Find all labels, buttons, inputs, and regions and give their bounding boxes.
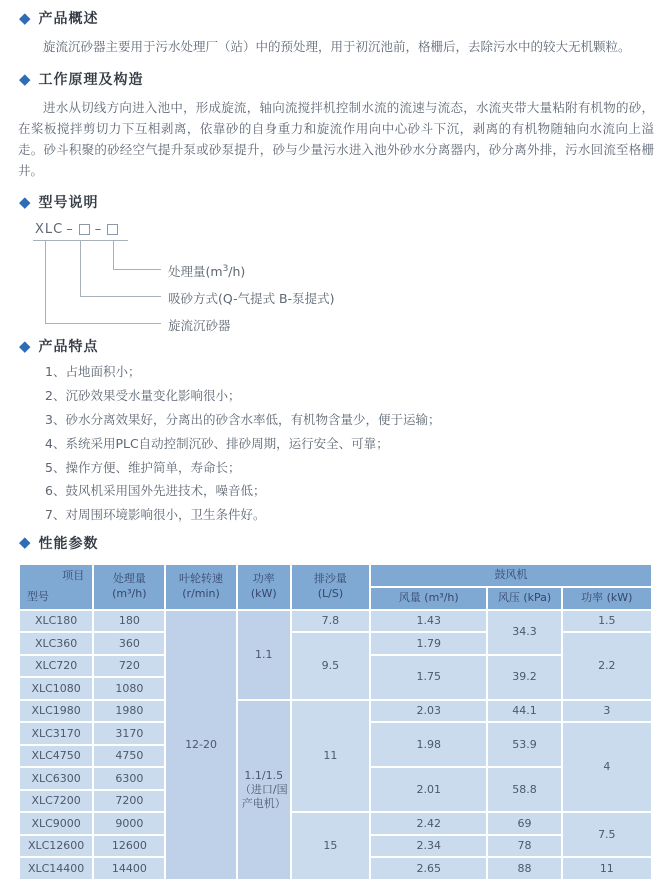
model-formula xyxy=(33,222,128,241)
sand-cell: 9.5 xyxy=(292,633,369,699)
capacity-cell: 7200 xyxy=(94,791,164,812)
model-placeholder-box xyxy=(79,224,90,235)
blower-power-cell: 3 xyxy=(563,701,651,722)
header-item-label: 项目 xyxy=(62,568,85,582)
connector-line-device xyxy=(45,240,161,324)
capacity-cell: 12600 xyxy=(94,836,164,857)
header-model-label: 型号 xyxy=(27,589,49,603)
section-heading-overview xyxy=(18,8,654,28)
model-cell: XLC1080 xyxy=(20,678,92,699)
principle-heading-text: 工作原理及构造 xyxy=(38,72,144,88)
feature-list xyxy=(18,365,654,523)
overview-heading-text: 产品概述 xyxy=(38,11,99,27)
header-blower-group: 鼓风机 xyxy=(371,565,651,586)
model-number-diagram xyxy=(18,222,654,334)
feature-item: 3、砂水分离效果好，分离出的砂含水率低，有机物含量少，便于运输； xyxy=(45,411,441,427)
header-sand-discharge: 排沙量 (L/S) xyxy=(292,565,369,609)
feature-item: 4、系统采用PLC自动控制沉砂、排砂周期，运行安全、可靠； xyxy=(45,435,389,451)
diamond-bullet-icon: ◆ xyxy=(19,336,32,355)
performance-heading-text: 性能参数 xyxy=(38,535,99,552)
feature-item: 2、沉砂效果受水量变化影响很小； xyxy=(45,387,241,403)
model-cell: XLC180 xyxy=(20,611,92,632)
power-cell: 1.1/1.5 （进口/国产电机） xyxy=(238,701,290,879)
impeller-speed-cell: 12-20 xyxy=(166,611,235,879)
model-cell: XLC9000 xyxy=(20,813,92,834)
capacity-cell: 3170 xyxy=(94,723,164,744)
feature-item: 5、操作方便、维护简单，寿命长； xyxy=(45,459,241,475)
capacity-cell: 14400 xyxy=(94,858,164,879)
blower-power-cell: 1.5 xyxy=(563,611,651,632)
pressure-cell: 44.1 xyxy=(488,701,560,722)
model-cell: XLC720 xyxy=(20,656,92,677)
principle-paragraph: 进水从切线方向进入池中，形成旋流，轴向流搅拌机控制水流的流速与流态，水流夹带大量粘附有机物的砂，在桨板搅拌剪切力下互相剥离，依靠砂的自身重力和旋流作用向中心砂斗下沉，剥离的有机物随轴向水流向上溢走。砂斗积聚的砂经空气提升泵或砂泵提升，砂与少量污水进入池外砂水分离器内，砂分离外排，污水回流至格栅井。 xyxy=(18,100,654,178)
volume-cell: 1.98 xyxy=(371,723,486,766)
header-corner-cell xyxy=(20,565,92,609)
capacity-cell: 1080 xyxy=(94,678,164,699)
volume-cell: 2.65 xyxy=(371,858,486,879)
sand-cell: 11 xyxy=(292,701,369,812)
pressure-cell: 53.9 xyxy=(488,723,560,766)
section-heading-features xyxy=(18,336,654,356)
volume-cell: 2.01 xyxy=(371,768,486,811)
feature-item: 7、对周围环境影响很小，卫生条件好。 xyxy=(45,507,266,523)
model-cell: XLC360 xyxy=(20,633,92,654)
model-heading-text: 型号说明 xyxy=(38,195,99,211)
capacity-cell: 720 xyxy=(94,656,164,677)
capacity-cell: 6300 xyxy=(94,768,164,789)
capacity-cell: 360 xyxy=(94,633,164,654)
model-cell: XLC14400 xyxy=(20,858,92,879)
volume-cell: 2.34 xyxy=(371,836,486,857)
overview-paragraph: 旋流沉砂器主要用于污水处理厂（站）中的预处理，用于初沉池前，格栅后，去除污水中的较大无机颗粒。 xyxy=(43,39,631,54)
blower-power-cell: 11 xyxy=(563,858,651,879)
features-heading-text: 产品特点 xyxy=(38,339,99,355)
blower-power-cell: 7.5 xyxy=(563,813,651,856)
performance-table xyxy=(18,563,653,881)
feature-item: 1、占地面积小； xyxy=(45,364,141,379)
pressure-cell: 58.8 xyxy=(488,768,560,811)
model-cell: XLC4750 xyxy=(20,746,92,767)
section-heading-principle xyxy=(18,69,654,89)
blower-power-cell: 2.2 xyxy=(563,633,651,699)
pressure-cell: 39.2 xyxy=(488,656,560,699)
header-blower-volume: 风量 (m³/h) xyxy=(371,588,486,609)
section-heading-model xyxy=(18,192,654,212)
diagram-label-capacity: 处理量$(m^3/h)$ xyxy=(168,263,246,279)
diamond-bullet-icon: ◆ xyxy=(19,192,32,211)
table-row xyxy=(20,701,651,722)
header-impeller-speed: 叶轮转速 (r/min) xyxy=(166,565,235,609)
pressure-cell: 78 xyxy=(488,836,560,857)
model-cell: XLC6300 xyxy=(20,768,92,789)
feature-item: 6、鼓风机采用国外先进技术，噪音低； xyxy=(45,483,266,499)
header-blower-pressure: 风压 (kPa) xyxy=(488,588,560,609)
model-placeholder-box xyxy=(107,224,118,235)
power-cell: 1.1 xyxy=(238,611,290,699)
superscript-3: 3 xyxy=(222,263,229,274)
pressure-cell: 88 xyxy=(488,858,560,879)
header-capacity: 处理量 (m³/h) xyxy=(94,565,164,609)
table-row xyxy=(20,611,651,632)
pressure-cell: 34.3 xyxy=(488,611,560,654)
capacity-cell: 9000 xyxy=(94,813,164,834)
diamond-bullet-icon: ◆ xyxy=(19,533,32,552)
header-power: 功率 (kW) xyxy=(238,565,290,609)
section-heading-performance xyxy=(18,533,654,553)
blower-power-cell: 4 xyxy=(563,723,651,811)
model-cell: XLC1980 xyxy=(20,701,92,722)
sand-cell: 7.8 xyxy=(292,611,369,632)
capacity-cell: 180 xyxy=(94,611,164,632)
volume-cell: 2.03 xyxy=(371,701,486,722)
model-dash: – xyxy=(94,222,103,237)
diamond-bullet-icon: ◆ xyxy=(19,69,32,88)
model-cell: XLC12600 xyxy=(20,836,92,857)
volume-cell: 2.42 xyxy=(371,813,486,834)
sand-cell: 15 xyxy=(292,813,369,879)
capacity-cell: 4750 xyxy=(94,746,164,767)
pressure-cell: 69 xyxy=(488,813,560,834)
volume-cell: 1.79 xyxy=(371,633,486,654)
model-dash: – xyxy=(66,222,74,237)
diagram-label-suction: 吸砂方式(Q-气提式 B-泵提式) xyxy=(168,291,335,306)
volume-cell: 1.43 xyxy=(371,611,486,632)
model-cell: XLC3170 xyxy=(20,723,92,744)
volume-cell: 1.75 xyxy=(371,656,486,699)
header-blower-power: 功率 (kW) xyxy=(563,588,651,609)
diagram-label-device: 旋流沉砂器 xyxy=(168,318,231,333)
diamond-bullet-icon: ◆ xyxy=(19,8,32,27)
model-prefix: XLC xyxy=(35,222,64,237)
model-cell: XLC7200 xyxy=(20,791,92,812)
capacity-cell: 1980 xyxy=(94,701,164,722)
table-row xyxy=(20,813,651,834)
